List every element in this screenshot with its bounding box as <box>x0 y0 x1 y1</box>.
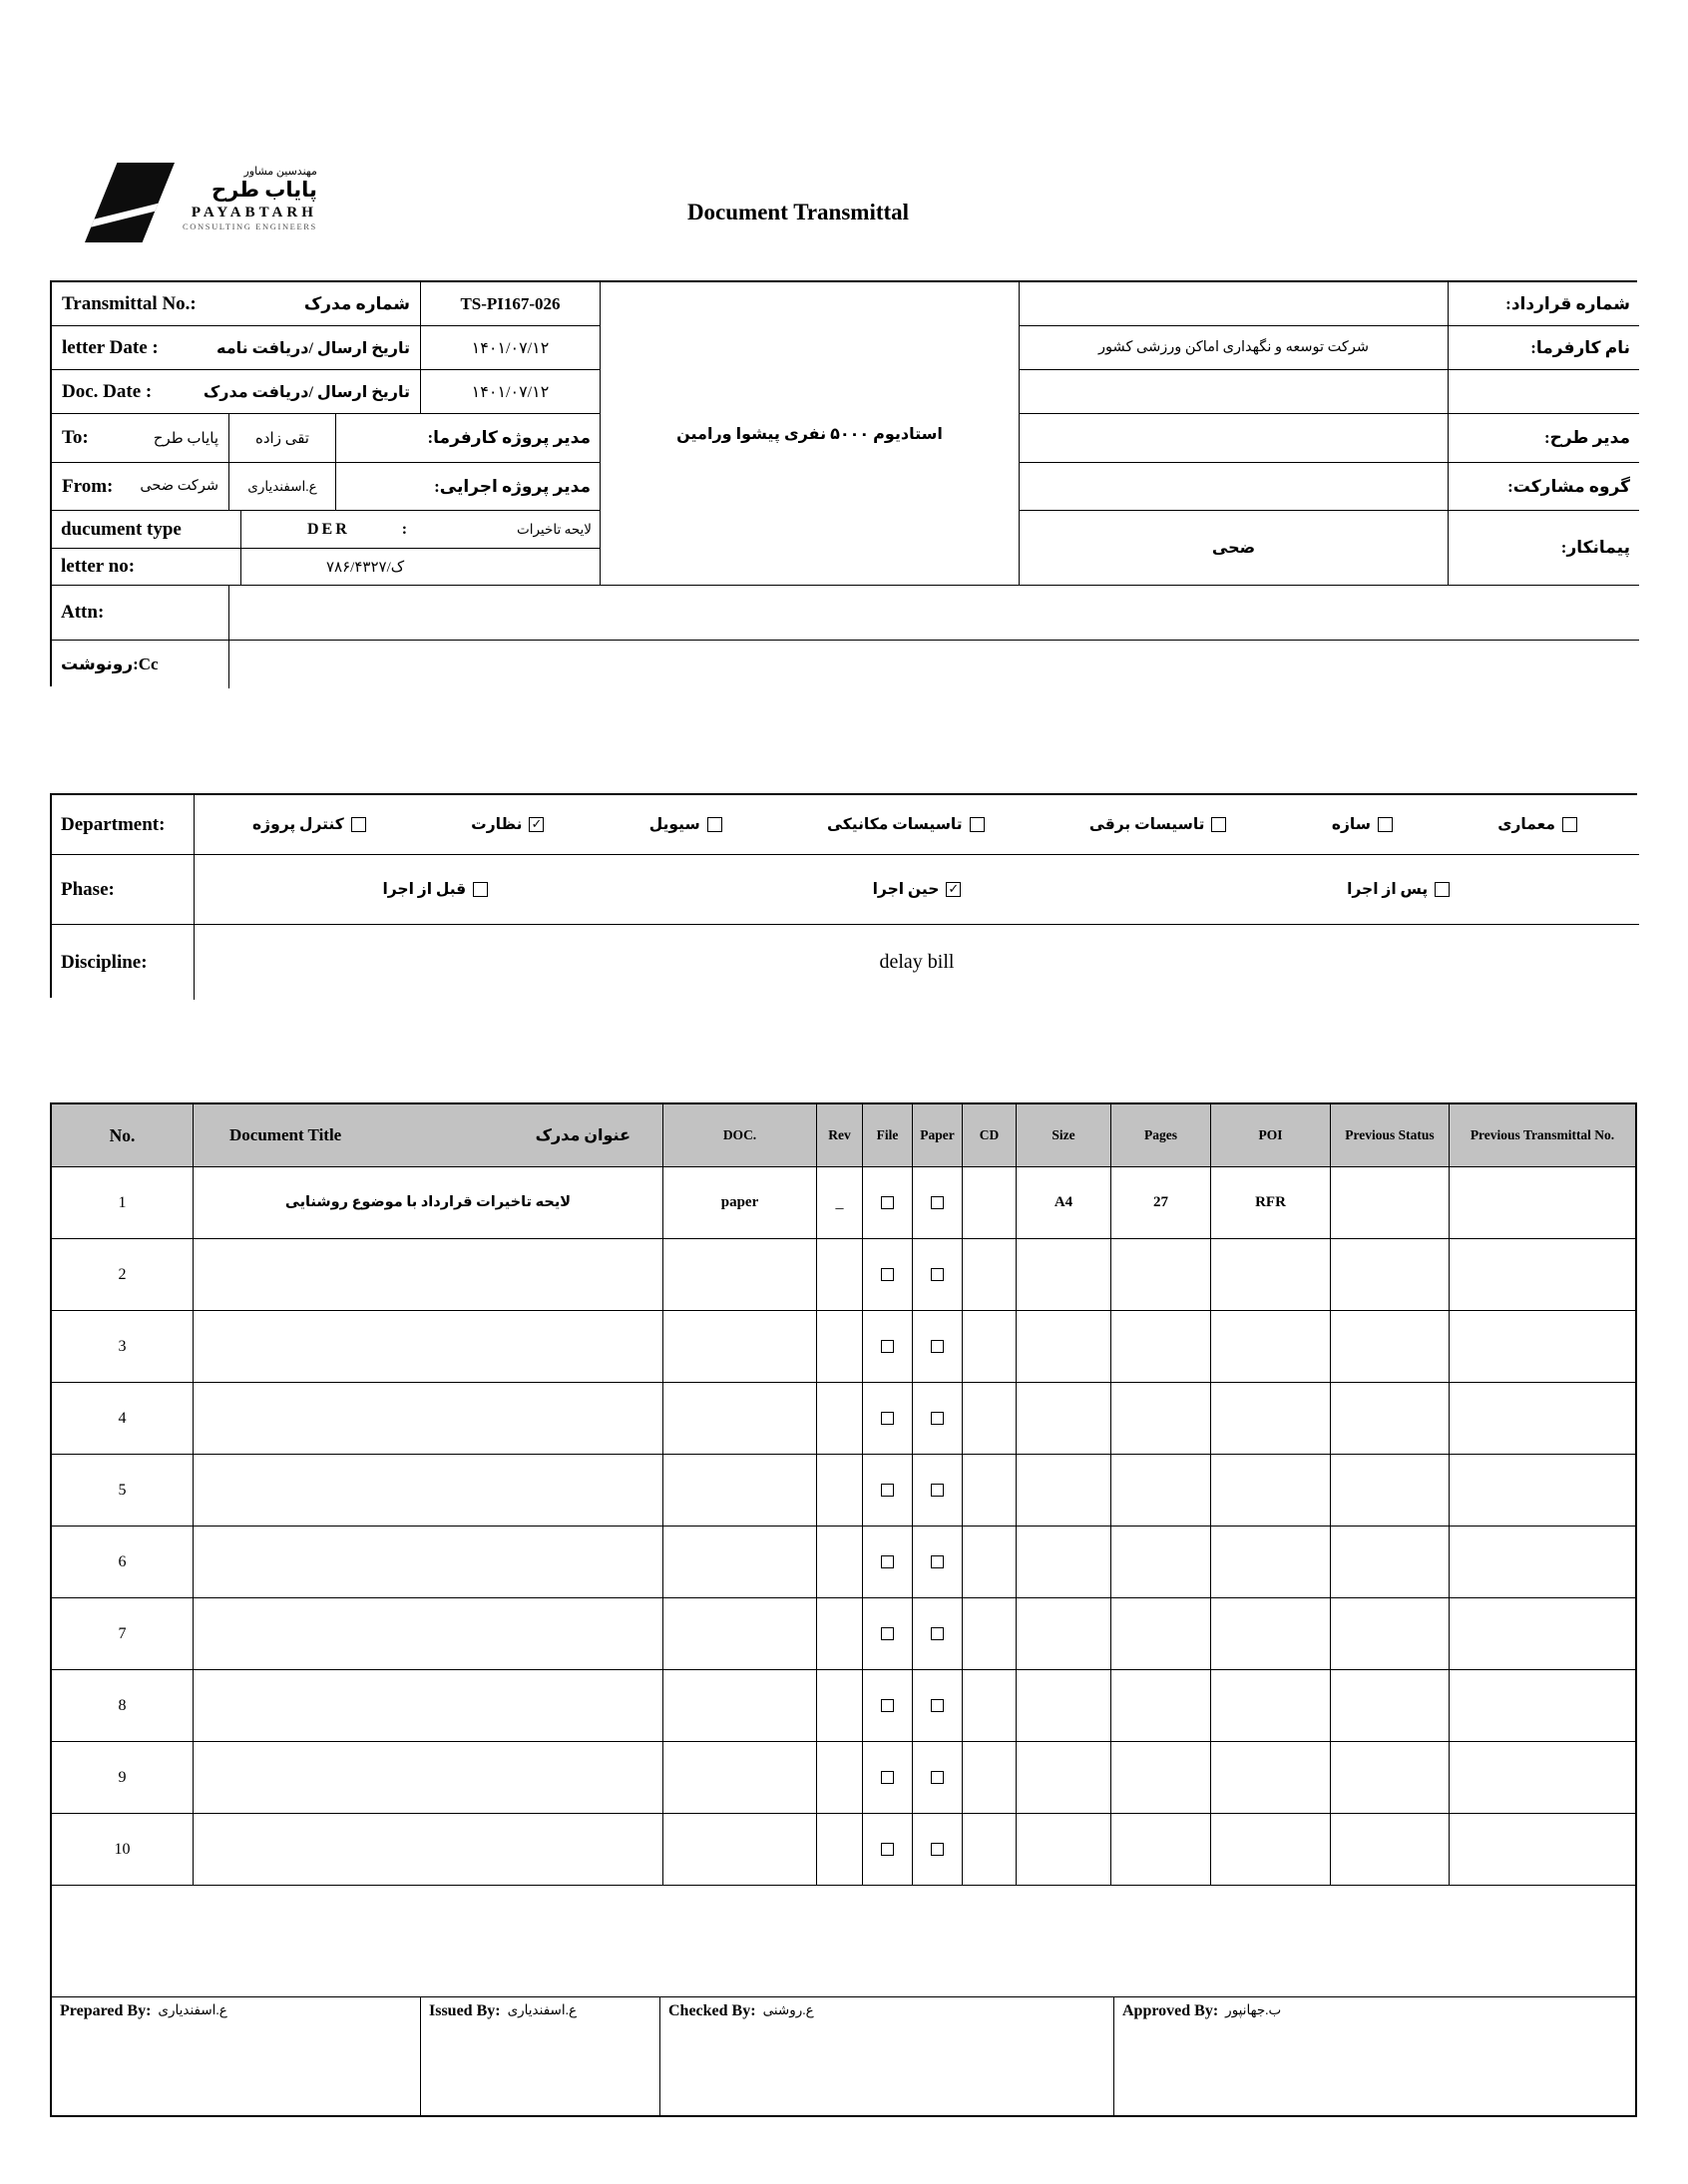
cell-doc <box>663 1527 817 1598</box>
from-value: شرکت ضحی <box>140 478 218 494</box>
cell-poi <box>1211 1239 1331 1311</box>
doc-type-label-cell <box>52 511 241 549</box>
cc-label: رونوشت:Cc <box>61 655 159 673</box>
cell-rev <box>817 1383 863 1455</box>
client-name-label-cell <box>1449 326 1639 370</box>
file-checkbox[interactable] <box>881 1555 894 1568</box>
file-checkbox[interactable] <box>881 1843 894 1856</box>
contract-no-value-cell <box>1020 282 1449 326</box>
cell-no: 9 <box>52 1742 194 1814</box>
cell-prev-status <box>1331 1383 1450 1455</box>
issued-by-value: ع.اسفندیاری <box>507 2002 578 2017</box>
header-info-table <box>50 280 1637 686</box>
cell-title <box>194 1455 663 1527</box>
department-checkbox[interactable] <box>351 817 366 832</box>
contract-no-label: شماره قرارداد: <box>1505 293 1630 313</box>
department-option <box>252 815 366 834</box>
table-row <box>52 1670 1635 1742</box>
table-row <box>52 1167 1635 1239</box>
header-cd: CD <box>963 1104 1017 1166</box>
cell-cd <box>963 1670 1017 1742</box>
transmittal-no-label: Transmittal No.: <box>62 292 197 314</box>
partnership-label-cell <box>1449 463 1639 511</box>
cell-no: 2 <box>52 1239 194 1311</box>
doc-type-value-cell <box>241 511 601 549</box>
table-header-row <box>52 1104 1635 1167</box>
to-cell <box>52 414 229 463</box>
doc-type-value: DER <box>307 520 350 538</box>
cell-size <box>1017 1598 1111 1670</box>
project-name: استادیوم ۵۰۰۰ نفری پیشوا ورامین <box>676 425 943 443</box>
cell-cd <box>963 1455 1017 1527</box>
header-title-fa: عنوان مدرک <box>535 1127 631 1144</box>
logo-brand-en: PAYABTARH <box>191 205 317 221</box>
contractor-value-cell <box>1020 511 1449 586</box>
department-option <box>471 815 544 834</box>
client-name-value-cell <box>1020 326 1449 370</box>
signoff-row <box>52 1997 1635 2115</box>
prepared-by-label: Prepared By: <box>60 2002 152 2019</box>
doc-type-separator: : <box>401 520 408 538</box>
cell-prev-transmittal <box>1450 1167 1635 1239</box>
department-option-label: تاسیسات مکانیکی <box>827 816 963 833</box>
cell-prev-transmittal <box>1450 1742 1635 1814</box>
cell-rev <box>817 1527 863 1598</box>
cell-file <box>863 1670 913 1742</box>
cell-prev-transmittal <box>1450 1455 1635 1527</box>
cell-paper <box>913 1167 963 1239</box>
table-row <box>52 1383 1635 1455</box>
empty-value-cell <box>1020 370 1449 414</box>
cell-size <box>1017 1239 1111 1311</box>
cell-prev-status <box>1331 1814 1450 1886</box>
paper-checkbox[interactable] <box>931 1699 944 1712</box>
cell-poi <box>1211 1455 1331 1527</box>
letter-no-value: ۷۸۶/ک/۴۳۲۷ <box>326 559 405 576</box>
paper-checkbox[interactable] <box>931 1196 944 1209</box>
cell-size <box>1017 1814 1111 1886</box>
prepared-by-value: ع.اسفندیاری <box>158 2002 227 2017</box>
letter-no-value-cell <box>241 549 601 586</box>
cell-title: لایحه تاخیرات قرارداد با موضوع روشنایی <box>194 1167 663 1239</box>
cell-prev-status <box>1331 1455 1450 1527</box>
cell-cd <box>963 1527 1017 1598</box>
cell-title <box>194 1527 663 1598</box>
cell-paper <box>913 1814 963 1886</box>
department-option-label: سیویل <box>648 816 700 833</box>
cell-size <box>1017 1742 1111 1814</box>
cell-no: 3 <box>52 1311 194 1383</box>
cell-no: 7 <box>52 1598 194 1670</box>
company-logo <box>85 163 317 242</box>
cell-pages <box>1111 1527 1211 1598</box>
cell-title <box>194 1742 663 1814</box>
phase-option <box>1347 880 1450 899</box>
department-option <box>649 815 722 834</box>
plan-manager-label: مدیر طرح: <box>1543 428 1630 447</box>
phase-option-label: قبل از اجرا <box>382 881 467 898</box>
cell-poi: RFR <box>1211 1167 1331 1239</box>
cell-file <box>863 1814 913 1886</box>
cell-file <box>863 1742 913 1814</box>
page-title: Document Transmittal <box>686 200 910 224</box>
header-document-title <box>194 1104 663 1166</box>
cell-doc <box>663 1742 817 1814</box>
attn-label-cell <box>52 586 229 641</box>
logo-stripe <box>75 198 185 231</box>
letter-date-value: ۱۴۰۱/۰۷/۱۲ <box>471 339 550 357</box>
department-checkbox[interactable] <box>970 817 985 832</box>
cell-prev-transmittal <box>1450 1311 1635 1383</box>
to-value: پایاب طرح <box>153 430 218 447</box>
cell-prev-status <box>1331 1527 1450 1598</box>
cell-no: 6 <box>52 1527 194 1598</box>
cell-prev-transmittal <box>1450 1670 1635 1742</box>
table-row <box>52 1239 1635 1311</box>
file-checkbox[interactable] <box>881 1627 894 1640</box>
cell-no: 5 <box>52 1455 194 1527</box>
cell-doc <box>663 1239 817 1311</box>
cell-pages <box>1111 1383 1211 1455</box>
department-option-label: کنترل پروژه <box>252 816 344 833</box>
transmittal-no-label-fa: شماره مدرک <box>303 293 410 313</box>
issued-by-cell <box>421 1997 660 2115</box>
header-pages: Pages <box>1111 1104 1211 1166</box>
paper-checkbox[interactable] <box>931 1555 944 1568</box>
cell-paper <box>913 1455 963 1527</box>
phase-option <box>382 880 488 899</box>
discipline-label: Discipline: <box>61 951 148 973</box>
file-checkbox[interactable] <box>881 1412 894 1425</box>
attn-label: Attn: <box>61 602 105 623</box>
cell-doc <box>663 1814 817 1886</box>
cell-file <box>863 1598 913 1670</box>
cell-no: 4 <box>52 1383 194 1455</box>
department-option <box>1497 815 1577 834</box>
partnership-label: گروه مشارکت: <box>1507 476 1630 496</box>
issued-by-label: Issued By: <box>429 2002 501 2019</box>
file-checkbox[interactable] <box>881 1699 894 1712</box>
cell-pages <box>1111 1598 1211 1670</box>
cell-doc: paper <box>663 1167 817 1239</box>
phase-option-label: پس از اجرا <box>1347 881 1429 898</box>
cell-prev-transmittal <box>1450 1383 1635 1455</box>
logo-brand-fa: پایاب طرح <box>211 178 317 202</box>
cell-paper <box>913 1239 963 1311</box>
cell-cd <box>963 1311 1017 1383</box>
client-name-label: نام کارفرما: <box>1530 337 1630 357</box>
cell-paper <box>913 1527 963 1598</box>
table-row <box>52 1527 1635 1598</box>
paper-checkbox[interactable] <box>931 1268 944 1281</box>
prepared-by-cell <box>52 1997 421 2115</box>
exec-pm-label: مدیر پروژه اجرایی: <box>434 476 591 496</box>
table-row <box>52 1598 1635 1670</box>
cell-pages <box>1111 1814 1211 1886</box>
cell-rev <box>817 1311 863 1383</box>
cell-prev-transmittal <box>1450 1598 1635 1670</box>
letter-date-label-fa: تاریخ ارسال /دریافت نامه <box>215 339 410 357</box>
paper-checkbox[interactable] <box>931 1484 944 1497</box>
exec-pm-label-cell <box>336 463 601 511</box>
cell-file <box>863 1383 913 1455</box>
cell-doc <box>663 1455 817 1527</box>
doc-table-rows <box>52 1167 1635 1886</box>
cell-pages <box>1111 1239 1211 1311</box>
header-title-en: Document Title <box>229 1125 342 1144</box>
phase-checkbox[interactable] <box>473 882 488 897</box>
letter-date-label-cell <box>52 326 421 370</box>
cell-rev <box>817 1814 863 1886</box>
phase-option <box>873 880 962 899</box>
cc-value-cell <box>229 641 1639 688</box>
logo-tagline-fa: مهندسین مشاور <box>243 166 317 178</box>
header-paper: Paper <box>913 1104 963 1166</box>
contract-no-label-cell <box>1449 282 1639 326</box>
checked-by-label: Checked By: <box>668 2002 756 2019</box>
cell-prev-status <box>1331 1670 1450 1742</box>
phase-label: Phase: <box>61 878 115 900</box>
phase-label-cell <box>52 855 195 925</box>
table-row <box>52 1814 1635 1886</box>
paper-checkbox[interactable] <box>931 1771 944 1784</box>
transmittal-no-value-cell <box>421 282 601 326</box>
cell-prev-transmittal <box>1450 1527 1635 1598</box>
cell-rev <box>817 1455 863 1527</box>
department-options <box>195 795 1639 855</box>
cell-cd <box>963 1239 1017 1311</box>
plan-manager-label-cell <box>1449 414 1639 463</box>
cell-poi <box>1211 1598 1331 1670</box>
phase-checkbox[interactable] <box>1435 882 1450 897</box>
department-label-cell <box>52 795 195 855</box>
doc-date-value: ۱۴۰۱/۰۷/۱۲ <box>471 383 550 401</box>
client-pm-value: تقی زاده <box>255 430 309 447</box>
cell-title <box>194 1311 663 1383</box>
department-checkbox[interactable] <box>1562 817 1577 832</box>
cell-size <box>1017 1383 1111 1455</box>
attn-value-cell <box>229 586 1639 641</box>
cell-title <box>194 1814 663 1886</box>
file-checkbox[interactable] <box>881 1268 894 1281</box>
phase-options <box>195 855 1639 925</box>
cell-no: 10 <box>52 1814 194 1886</box>
cell-title <box>194 1598 663 1670</box>
document-table <box>50 1102 1637 2117</box>
cell-cd <box>963 1814 1017 1886</box>
client-pm-label: مدیر پروژه کارفرما: <box>427 428 591 447</box>
client-name-value: شرکت توسعه و نگهداری اماکن ورزشی کشور <box>1098 339 1369 355</box>
department-option-label: نظارت <box>471 816 523 833</box>
doc-date-label: Doc. Date : <box>62 380 153 402</box>
doc-date-label-cell <box>52 370 421 414</box>
cell-size <box>1017 1527 1111 1598</box>
partnership-value-cell <box>1020 463 1449 511</box>
cell-size <box>1017 1311 1111 1383</box>
cell-pages <box>1111 1311 1211 1383</box>
cell-file <box>863 1167 913 1239</box>
department-checkbox[interactable] <box>529 817 544 832</box>
cell-paper <box>913 1383 963 1455</box>
cell-file <box>863 1239 913 1311</box>
cell-paper <box>913 1598 963 1670</box>
cc-label-cell <box>52 641 229 688</box>
department-option-label: معماری <box>1497 816 1555 833</box>
department-option <box>1089 815 1227 834</box>
cell-size: A4 <box>1017 1167 1111 1239</box>
cell-poi <box>1211 1527 1331 1598</box>
header-prev-status: Previous Status <box>1331 1104 1450 1166</box>
doc-type-value-fa: لایحه تاخیرات <box>517 521 592 537</box>
header-poi: POI <box>1211 1104 1331 1166</box>
letter-date-label: letter Date : <box>62 336 159 358</box>
cell-rev <box>817 1742 863 1814</box>
cell-file <box>863 1527 913 1598</box>
header-prev-transmittal: Previous Transmittal No. <box>1470 1127 1615 1142</box>
approved-by-label: Approved By: <box>1122 2002 1219 2019</box>
cell-pages <box>1111 1670 1211 1742</box>
cell-prev-status <box>1331 1167 1450 1239</box>
exec-pm-value-cell <box>229 463 336 511</box>
cell-prev-status <box>1331 1598 1450 1670</box>
cell-file <box>863 1455 913 1527</box>
header-doc: DOC. <box>663 1104 817 1166</box>
header-file: File <box>863 1104 913 1166</box>
cell-no: 8 <box>52 1670 194 1742</box>
contractor-value: ضحی <box>1211 540 1256 557</box>
department-checkbox[interactable] <box>707 817 722 832</box>
cell-pages <box>1111 1455 1211 1527</box>
contractor-label-cell <box>1449 511 1639 586</box>
cell-paper <box>913 1670 963 1742</box>
cell-doc <box>663 1670 817 1742</box>
cell-doc <box>663 1598 817 1670</box>
cell-size <box>1017 1670 1111 1742</box>
paper-checkbox[interactable] <box>931 1627 944 1640</box>
cell-paper <box>913 1742 963 1814</box>
paper-checkbox[interactable] <box>931 1843 944 1856</box>
classification-table <box>50 793 1637 998</box>
cell-prev-status <box>1331 1311 1450 1383</box>
department-option-label: تاسیسات برقی <box>1088 816 1205 833</box>
cell-cd <box>963 1383 1017 1455</box>
letter-no-label: letter no: <box>61 556 136 577</box>
header-no: No. <box>52 1104 194 1166</box>
approved-by-cell <box>1114 1997 1635 2115</box>
phase-checkbox[interactable] <box>946 882 961 897</box>
client-pm-value-cell <box>229 414 336 463</box>
cell-prev-transmittal <box>1450 1814 1635 1886</box>
approved-by-value: ب.جهانپور <box>1225 2002 1282 2017</box>
table-row <box>52 1311 1635 1383</box>
letter-no-label-cell <box>52 549 241 586</box>
cell-poi <box>1211 1383 1331 1455</box>
cell-poi <box>1211 1814 1331 1886</box>
cell-poi <box>1211 1311 1331 1383</box>
doc-type-label: ducument type <box>61 518 182 540</box>
cell-title <box>194 1383 663 1455</box>
file-checkbox[interactable] <box>881 1771 894 1784</box>
cell-rev: _ <box>817 1167 863 1239</box>
department-checkbox[interactable] <box>1211 817 1226 832</box>
cell-poi <box>1211 1742 1331 1814</box>
cell-cd <box>963 1167 1017 1239</box>
logo-text <box>183 163 317 231</box>
cell-prev-transmittal <box>1450 1239 1635 1311</box>
remarks-area <box>52 1886 1635 1997</box>
paper-checkbox[interactable] <box>931 1412 944 1425</box>
empty-label-cell <box>1449 370 1639 414</box>
paper-checkbox[interactable] <box>931 1340 944 1353</box>
cell-file <box>863 1311 913 1383</box>
department-option-label: سازه <box>1331 816 1371 833</box>
transmittal-no-label-cell <box>52 282 421 326</box>
cell-prev-status <box>1331 1239 1450 1311</box>
department-checkbox[interactable] <box>1378 817 1393 832</box>
cell-cd <box>963 1742 1017 1814</box>
cell-cd <box>963 1598 1017 1670</box>
cell-no: 1 <box>52 1167 194 1239</box>
cell-title <box>194 1239 663 1311</box>
department-option <box>827 815 985 834</box>
discipline-value-cell <box>195 925 1639 1000</box>
department-option <box>1332 815 1393 834</box>
cell-pages <box>1111 1742 1211 1814</box>
cell-pages: 27 <box>1111 1167 1211 1239</box>
logo-subtitle-en: CONSULTING ENGINEERS <box>183 221 317 232</box>
doc-date-value-cell <box>421 370 601 414</box>
department-label: Department: <box>61 813 166 835</box>
logo-mark-icon <box>85 163 175 242</box>
from-label: From: <box>62 475 114 497</box>
table-row <box>52 1455 1635 1527</box>
from-cell <box>52 463 229 511</box>
transmittal-no-value: TS-PI167-026 <box>460 293 561 313</box>
cell-rev <box>817 1670 863 1742</box>
header-rev: Rev <box>817 1104 863 1166</box>
doc-date-label-fa: تاریخ ارسال /دریافت مدرک <box>203 383 410 401</box>
table-row <box>52 1742 1635 1814</box>
plan-manager-value-cell <box>1020 414 1449 463</box>
phase-option-label: حین اجرا <box>872 881 940 898</box>
file-checkbox[interactable] <box>881 1484 894 1497</box>
cell-paper <box>913 1311 963 1383</box>
discipline-value: delay bill <box>879 951 955 973</box>
cell-title <box>194 1670 663 1742</box>
exec-pm-value: ع.اسفندیاری <box>247 478 317 494</box>
file-checkbox[interactable] <box>881 1196 894 1209</box>
cell-rev <box>817 1239 863 1311</box>
header-size: Size <box>1017 1104 1111 1166</box>
contractor-label: پیمانکار: <box>1560 538 1630 557</box>
cell-doc <box>663 1383 817 1455</box>
client-pm-label-cell <box>336 414 601 463</box>
cell-prev-status <box>1331 1742 1450 1814</box>
cell-doc <box>663 1311 817 1383</box>
cell-poi <box>1211 1670 1331 1742</box>
project-name-cell <box>601 282 1020 586</box>
file-checkbox[interactable] <box>881 1340 894 1353</box>
checked-by-value: ع.روشنی <box>762 2002 814 2017</box>
cell-rev <box>817 1598 863 1670</box>
discipline-label-cell <box>52 925 195 1000</box>
letter-date-value-cell <box>421 326 601 370</box>
to-label: To: <box>62 427 89 448</box>
cell-size <box>1017 1455 1111 1527</box>
checked-by-cell <box>660 1997 1114 2115</box>
